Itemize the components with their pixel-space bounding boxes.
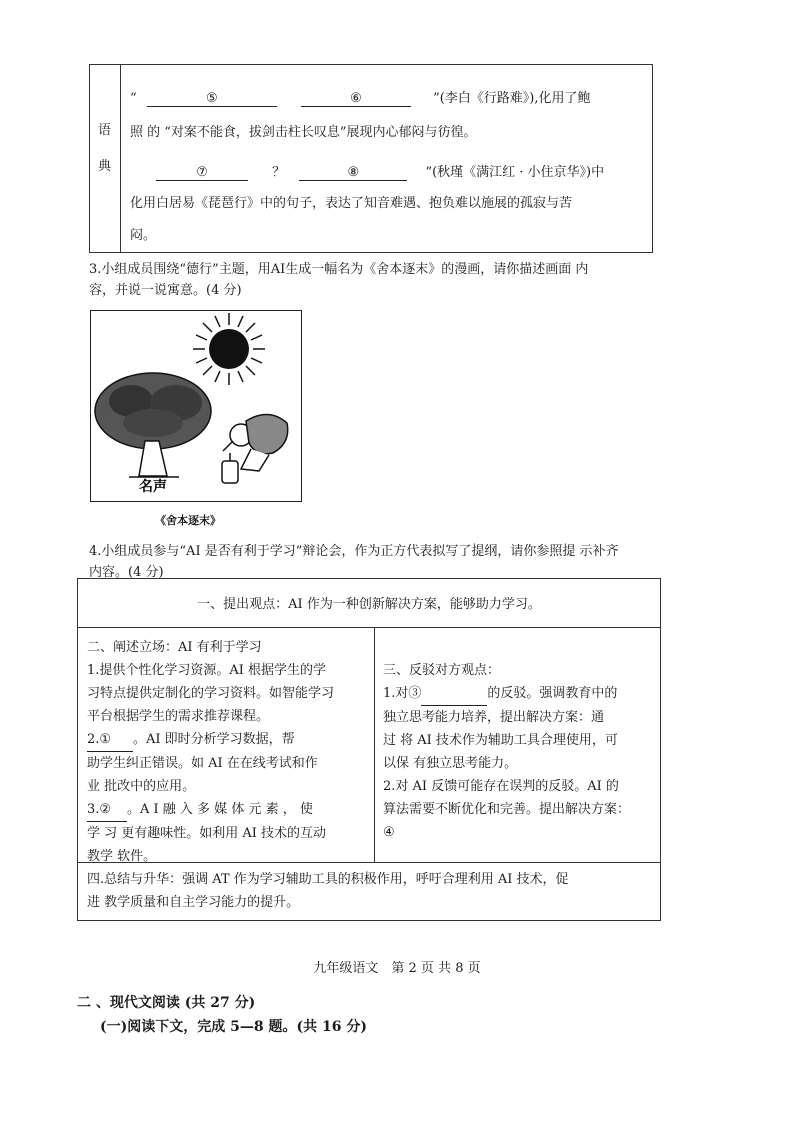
allusion-label-char: 典: [98, 159, 112, 174]
page-footer: 九年级语文 第 2 页 共 8 页: [313, 961, 481, 976]
section-heading: 二 、现代文阅读 (共 27 分): [77, 995, 256, 1011]
cartoon-caption: 《舍本逐末》: [155, 514, 221, 527]
cartoon-drawing: [91, 311, 300, 500]
person-figure-icon: [222, 414, 288, 483]
outline-point-1-row: [78, 579, 660, 628]
question-3: 3.小组成员围绕“德行”主题，用AI生成一幅名为《舍本逐末》的漫画，请你描述画面 内 容，并说一说寓意。(4 分): [89, 262, 589, 298]
blank-7: ⑦: [156, 165, 248, 181]
subsection-heading: (一)阅读下文，完成 5—8 题。(共 16 分): [100, 1019, 367, 1035]
allusion-row1-line2: 照 的 “对案不能食，拔剑击柱长叹息”展现内心郁闷与彷徨。: [130, 125, 477, 140]
tree-label: 名声: [139, 479, 167, 495]
sun-icon: [193, 313, 265, 385]
blank-3: [421, 682, 487, 706]
blank-6: ⑥: [301, 91, 411, 107]
outline-right-column: 三、反驳对方观点： 1.对③ 的反驳。强调教育中的 独立思考能力培养，提出解决方案：通 过 将 AI 技术作为辅助工具合理使用，可 以保 有独立思考能力。 2.对 AI 反馈可能存在误判的反驳。AI 的 算法需要不断优化和完善。提出解决方案： ④: [383, 659, 630, 844]
allusion-row1-line1: “ ⑤ ⑥ ”(李白《行路难》),化用了鲍: [130, 91, 591, 106]
tree-icon: [95, 373, 211, 477]
allusion-label-column: [90, 65, 121, 252]
question-4: 4.小组成员参与“AI 是否有利于学习”辩论会，作为正方代表拟写了提纲，请你参照提 示补齐 内容。(4 分): [89, 544, 619, 580]
blank-8: ⑧: [299, 165, 407, 181]
debate-outline-table: [77, 578, 661, 921]
cartoon-image: [90, 310, 302, 502]
blank-2: 3.②: [87, 798, 127, 822]
allusion-table: [89, 64, 653, 253]
allusion-row2-line1: ⑦ ？ ⑧ ”(秋瑾《满江红 · 小住京华》)中: [156, 161, 604, 181]
outline-left-column: 二、阐述立场：AI 有利于学习 1.提供个性化学习资源。AI 根据学生的学 习特点提供定制化的学习资料。如智能学习 平台根据学生的需求推荐课程。 2.① 。AI 即时分析学习数据，帮 助学生纠正错误。如 AI 在在线考试和作 业 批改中的应用。 3.② 。A I 融 入 多 媒 体 元 素 ， 使 学 习 更有趣味性。如利用 AI 技术的互动 教学 软件。: [87, 640, 335, 864]
outline-point-4: 四.总结与升华：强调 AT 作为学习辅助工具的积极作用，呼吁合理利用 AI 技术，促 进 教学质量和自主学习能力的提升。: [87, 872, 569, 910]
blank-5: ⑤: [147, 91, 277, 107]
outline-point-4-row: [78, 862, 660, 921]
allusion-row2-line3: 闷。: [130, 228, 157, 243]
outline-point-1: 一、提出观点：AI 作为一种创新解决方案，能够助力学习。: [197, 597, 541, 612]
blank-4: ④: [383, 825, 395, 840]
allusion-row2-line2: 化用白居易《琵琶行》中的句子，表达了知音难遇、抱负难以施展的孤寂与苦: [130, 196, 573, 211]
allusion-label-char: 语: [98, 123, 112, 138]
blank-1: 2.①: [87, 728, 133, 752]
column-divider: [374, 627, 375, 862]
